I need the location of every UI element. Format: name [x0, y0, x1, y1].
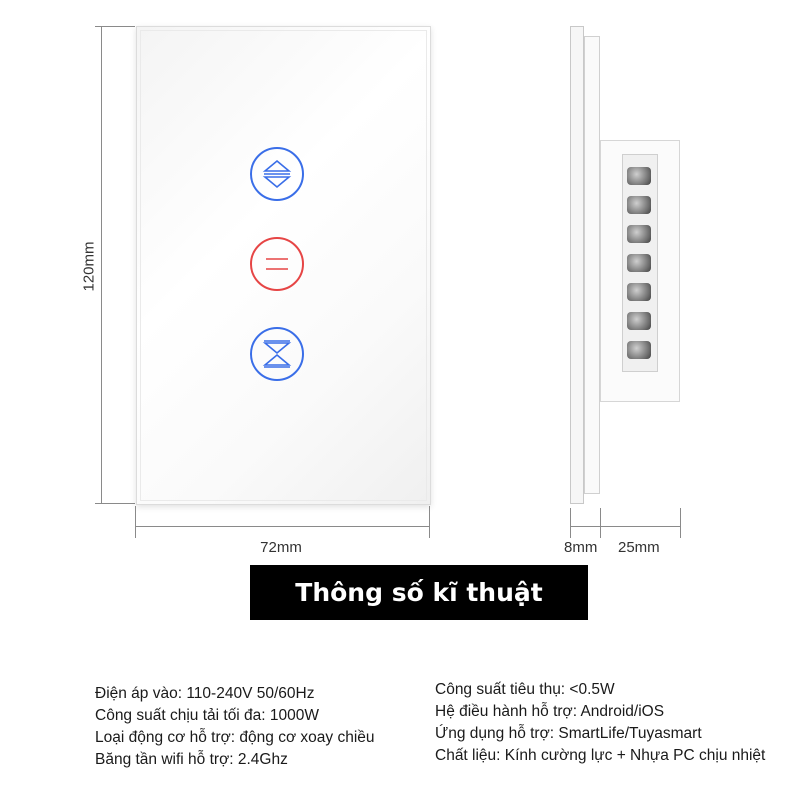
spec-wifi-band: Băng tần wifi hỗ trợ: 2.4Ghz — [95, 751, 288, 768]
spec-banner — [250, 565, 588, 620]
pause-icon — [252, 239, 302, 289]
spec-input-voltage: Điện áp vào: 110-240V 50/60Hz — [95, 685, 315, 702]
terminal-screw — [627, 283, 651, 301]
pause-button[interactable] — [250, 237, 304, 291]
close-curtain-icon — [252, 329, 302, 379]
spec-power-consumption: Công suất tiêu thụ: <0.5W — [435, 681, 615, 698]
specs-left-column — [95, 683, 375, 771]
spec-max-load: Công suất chịu tải tối đa: 1000W — [95, 707, 320, 724]
body-depth-label: 25mm — [618, 539, 660, 556]
specs-right-column — [435, 679, 765, 767]
terminal-screw — [627, 312, 651, 330]
open-curtain-icon — [252, 149, 302, 199]
terminal-screw — [627, 167, 651, 185]
spec-banner-title: Thông số kĩ thuật — [295, 578, 543, 607]
close-curtain-button[interactable] — [250, 327, 304, 381]
spec-material: Chất liệu: Kính cường lực + Nhựa PC chịu nhiệt — [435, 747, 766, 764]
side-view-plate — [584, 36, 600, 494]
width-dimension-tick-right — [429, 506, 430, 538]
depth-dimension-line — [570, 526, 680, 527]
glass-depth-label: 8mm — [564, 539, 598, 556]
depth-tick-mid — [600, 508, 601, 538]
height-dimension-line — [101, 26, 102, 504]
open-curtain-button[interactable] — [250, 147, 304, 201]
depth-tick-right — [680, 508, 681, 538]
height-dimension-tick-top — [95, 26, 135, 27]
spec-app-support: Ứng dụng hỗ trợ: SmartLife/Tuyasmart — [435, 725, 702, 742]
width-dimension-label: 72mm — [260, 539, 302, 556]
terminal-screw — [627, 254, 651, 272]
side-view-glass — [570, 26, 584, 504]
width-dimension-line — [136, 526, 429, 527]
spec-motor-type: Loại động cơ hỗ trợ: động cơ xoay chiều — [95, 729, 375, 746]
switch-front-panel — [136, 26, 431, 505]
height-dimension-tick-bottom — [95, 503, 135, 504]
terminal-screw — [627, 225, 651, 243]
terminal-screw — [627, 341, 651, 359]
terminal-screw — [627, 196, 651, 214]
width-dimension-tick-left — [135, 506, 136, 538]
spec-os-support: Hệ điều hành hỗ trợ: Android/iOS — [435, 703, 665, 720]
depth-tick-left — [570, 508, 571, 538]
height-dimension-label: 120mm — [80, 241, 98, 292]
terminal-block — [622, 154, 658, 372]
